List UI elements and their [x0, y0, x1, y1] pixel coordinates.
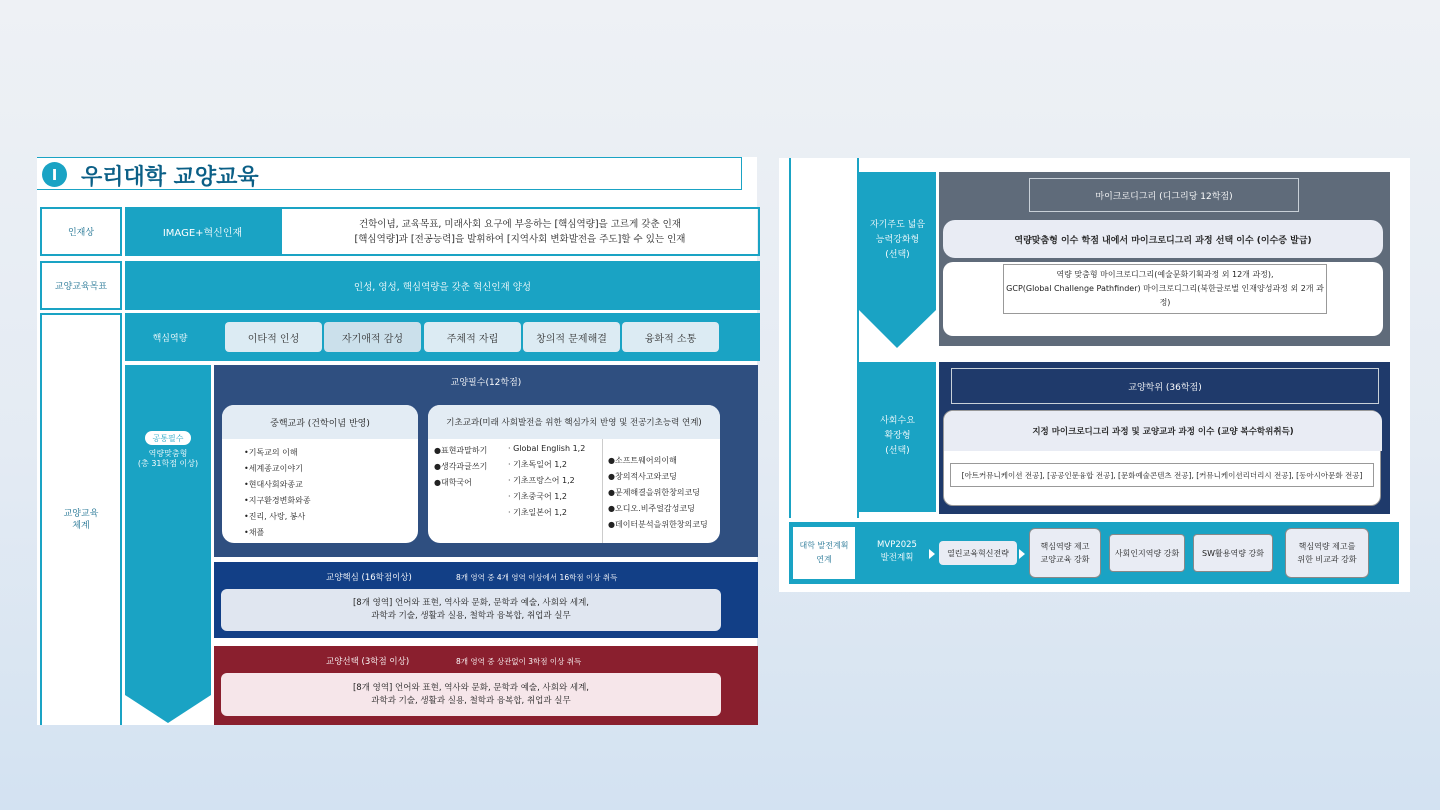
social-demand-label: 사회수요 확장형 (선택) [859, 414, 936, 459]
plan-row [789, 522, 1399, 584]
liberal-degree-bar: 지정 마이크로디그리 과정 및 교양교과 과정 이수 (교양 복수학위취득) [944, 411, 1382, 451]
core-course-title: 중핵교과 (건학이념 반영) [222, 405, 418, 439]
core-elective-title: 교양핵심 (16학점이상) [326, 573, 412, 583]
free-elective-areas: [8개 영역] 언어와 표현, 역사와 문화, 문학과 예술, 사회와 세계, 과학과 기술, 생활과 실용, 철학과 융복합, 취업과 실무 [221, 673, 721, 716]
basic-course-box [428, 405, 720, 543]
competency-5: 융화적 소통 [622, 322, 719, 352]
title-bar [37, 157, 742, 190]
right-panel [779, 158, 1410, 592]
competency-3: 주체적 자립 [424, 322, 521, 352]
self-directed-label: 자기주도 넓음 능력강화형 (선택) [859, 218, 936, 263]
micro-degree-block [939, 172, 1390, 346]
section-badge-icon: I [42, 162, 67, 187]
row-label-goal: 교양교육목표 [40, 261, 122, 310]
liberal-degree-block [939, 362, 1390, 514]
plan-box-3: SW활용역량 강화 [1193, 534, 1273, 572]
core-elective-block [214, 562, 758, 638]
competency-label: 핵심역량 [152, 333, 188, 344]
micro-degree-detail-box [943, 262, 1383, 336]
row-label-talent: 인재상 [40, 207, 122, 256]
free-elective-note: 8개 영역 중 상관없이 3학점 이상 취득 [456, 657, 582, 666]
row-label-system: 교양교육 체계 [40, 313, 122, 725]
self-directed-arrow [859, 172, 936, 348]
free-elective-title: 교양선택 (3학점 이상) [326, 657, 410, 667]
basic-course-divider [602, 439, 603, 543]
basic-course-col1: ●표현과말하기 ●생각과글쓰기 ●대학국어 [434, 446, 488, 487]
core-course-list: •기독교의 이해 •세계종교이야기 •현대사회와종교 •지구환경변화와종 •진리, 사랑, 봉사 •채플 [244, 448, 311, 537]
goal-text: 인성, 영성, 핵심역량을 갖춘 혁신인재 양성 [125, 261, 760, 310]
competency-2: 자기애적 감성 [324, 322, 421, 352]
basic-course-col2: · Global English 1,2 · 기초독일어 1,2 · 기초프랑스어 1,2 · 기초중국어 1,2 · 기초일본어 1,2 [508, 444, 586, 517]
common-required-arrow [125, 365, 211, 723]
liberal-degree-card [943, 410, 1381, 506]
competency-row [125, 313, 760, 361]
core-elective-areas: [8개 영역] 언어와 표현, 역사와 문화, 문학과 예술, 사회와 세계, 과학과 기술, 생활과 실용, 철학과 융복합, 취업과 실무 [221, 589, 721, 631]
page-title: 우리대학 교양교육 [81, 165, 259, 190]
frame-line [789, 158, 859, 518]
competency-1: 이타적 인성 [225, 322, 322, 352]
plan-box-2: 사회인지역량 강화 [1109, 534, 1185, 572]
strategy-arrow-icon [1019, 549, 1025, 559]
mvp-label: MVP2025 발전계획 [877, 540, 917, 563]
liberal-degree-title: 교양학위 (36학점) [951, 368, 1379, 404]
micro-degree-title: 마이크로디그리 (디그리당 12학점) [1029, 178, 1299, 212]
basic-course-title: 기초교과(미래 사회발전을 위한 핵심가치 반영 및 전공기초능력 연계) [428, 405, 720, 439]
strategy-box: 열린교육혁신전략 [939, 541, 1017, 565]
micro-degree-detail: 역량 맞춤형 마이크로디그리(예술문화기획과정 외 12개 과정), GCP(Global Challenge Pathfinder) 마이크로디그리(북한글로벌 인재양성과정 외 2개 과정) [1003, 264, 1327, 314]
competency-4: 창의적 문제해결 [523, 322, 620, 352]
core-elective-note: 8개 영역 중 4개 영역 이상에서 16학점 이상 취득 [456, 573, 618, 582]
common-caption: 역량맞춤형 (총 31학점 이상) [137, 449, 199, 468]
free-elective-block [214, 646, 758, 725]
social-demand-arrow [859, 362, 936, 512]
basic-course-col3: ●소프트웨어의이해 ●창의적사고와코딩 ●문제해결을위한창의코딩 ●오디오.비주얼감성코딩 ●데이터분석을위한창의코딩 [608, 456, 708, 529]
plan-label: 대학 발전계획 연계 [792, 526, 856, 580]
required-title: 교양필수(12학점) [450, 377, 522, 388]
talent-description: 건학이념, 교육목표, 미래사회 요구에 부응하는 [핵심역량]을 고르게 갖춘 인재 [핵심역량]과 [전공능력]을 발휘하여 [지역사회 변화발전을 주도]할 수 있는 인재 [280, 207, 760, 256]
liberal-degree-detail: [아트커뮤니케이션 전공], [공공인문융합 전공], [문화예술콘텐츠 전공], [커뮤니케이션리더리시 전공], [동아시아문화 전공] [950, 463, 1374, 487]
plan-arrow-icon [929, 549, 935, 559]
plan-box-1: 핵심역량 제고 교양교육 강화 [1029, 528, 1101, 578]
core-course-box [222, 405, 418, 543]
plan-box-4: 핵심역량 제고를 위한 비교과 강화 [1285, 528, 1369, 578]
left-panel [37, 157, 757, 725]
common-badge: 공통필수 [145, 431, 191, 445]
talent-image-name: IMAGE+혁신인재 [125, 207, 280, 256]
required-block [214, 365, 758, 557]
micro-degree-bar: 역량맞춤형 이수 학점 내에서 마이크로디그리 과정 선택 이수 (이수증 발급) [943, 220, 1383, 258]
